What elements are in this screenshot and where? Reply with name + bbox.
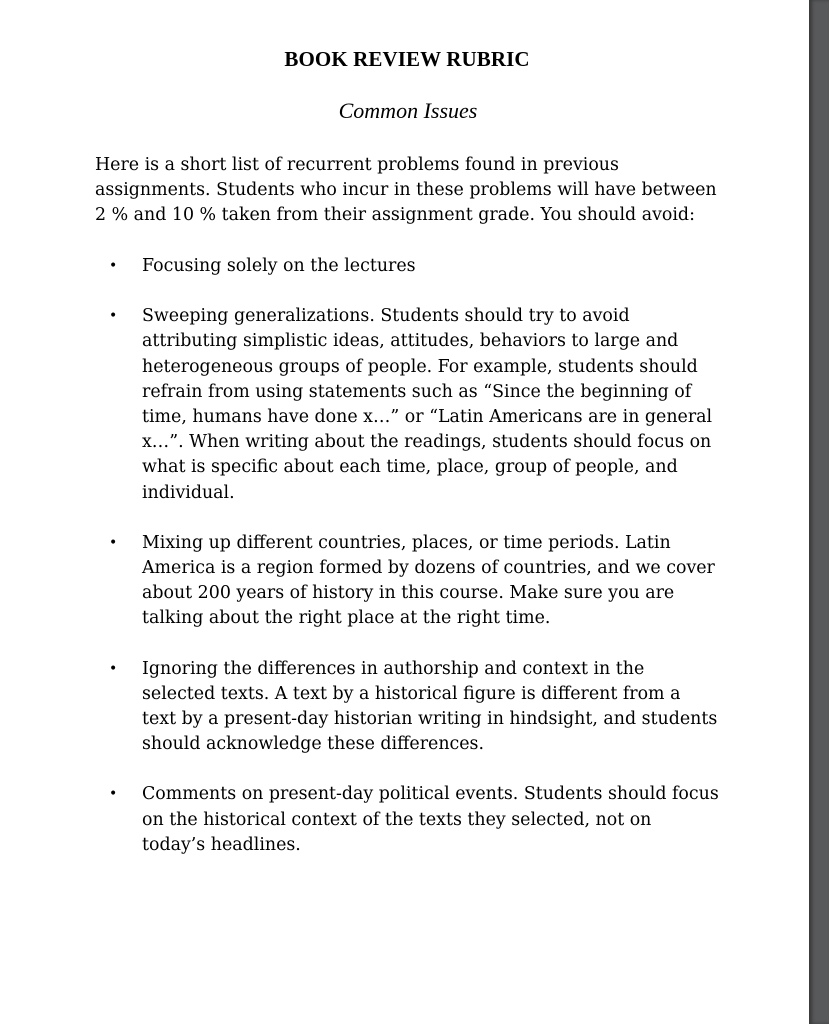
bullet-icon: • <box>109 786 118 803</box>
viewer-scrollbar[interactable] <box>809 0 829 1024</box>
list-item-text: Ignoring the differences in authorship and context in the selected texts. A text by a historical figure is different from a text by a present-day historian writing in hindsight, and students should acknowledge these differences. <box>142 658 718 755</box>
list-item-text: Focusing solely on the lectures <box>142 256 416 276</box>
list-item <box>95 782 725 858</box>
bullet-icon: • <box>109 660 118 677</box>
list-item <box>95 657 725 758</box>
bullet-icon: • <box>109 534 118 551</box>
list-item-text: Comments on present-day political events. Students should focus on the historical context of the texts they selected, not on today’s headlines. <box>142 784 719 855</box>
bullet-icon: • <box>109 308 118 325</box>
list-item-text: Mixing up different countries, places, or time periods. Latin America is a region formed by dozens of countries, and we cover about 200 years of history in this course. Make sure you are talking about the right place at the right time. <box>142 532 715 629</box>
document-title: BOOK REVIEW RUBRIC <box>284 47 530 71</box>
intro-paragraph: Here is a short list of recurrent problems found in previous assignments. Students who incur in these problems will have between 2 % and 10 % taken from their assignment grade. You should avoid: <box>95 155 717 226</box>
list-item <box>95 531 725 632</box>
list-item <box>95 254 725 279</box>
document-subtitle: Common Issues <box>338 98 478 123</box>
bullet-icon: • <box>109 258 118 274</box>
issues-list <box>95 254 725 883</box>
list-item-text: Sweeping generalizations. Students should try to avoid attributing simplistic ideas, attitudes, behaviors to large and heterogeneous groups of people. For example, students should refrain from using statements such as “Since the beginning of time, humans have done x…” or “Latin Americans are in general x…”. When writing about the readings, students should focus on what is specific about each time, place, group of people, and individual. <box>142 306 713 503</box>
list-item <box>95 304 725 506</box>
